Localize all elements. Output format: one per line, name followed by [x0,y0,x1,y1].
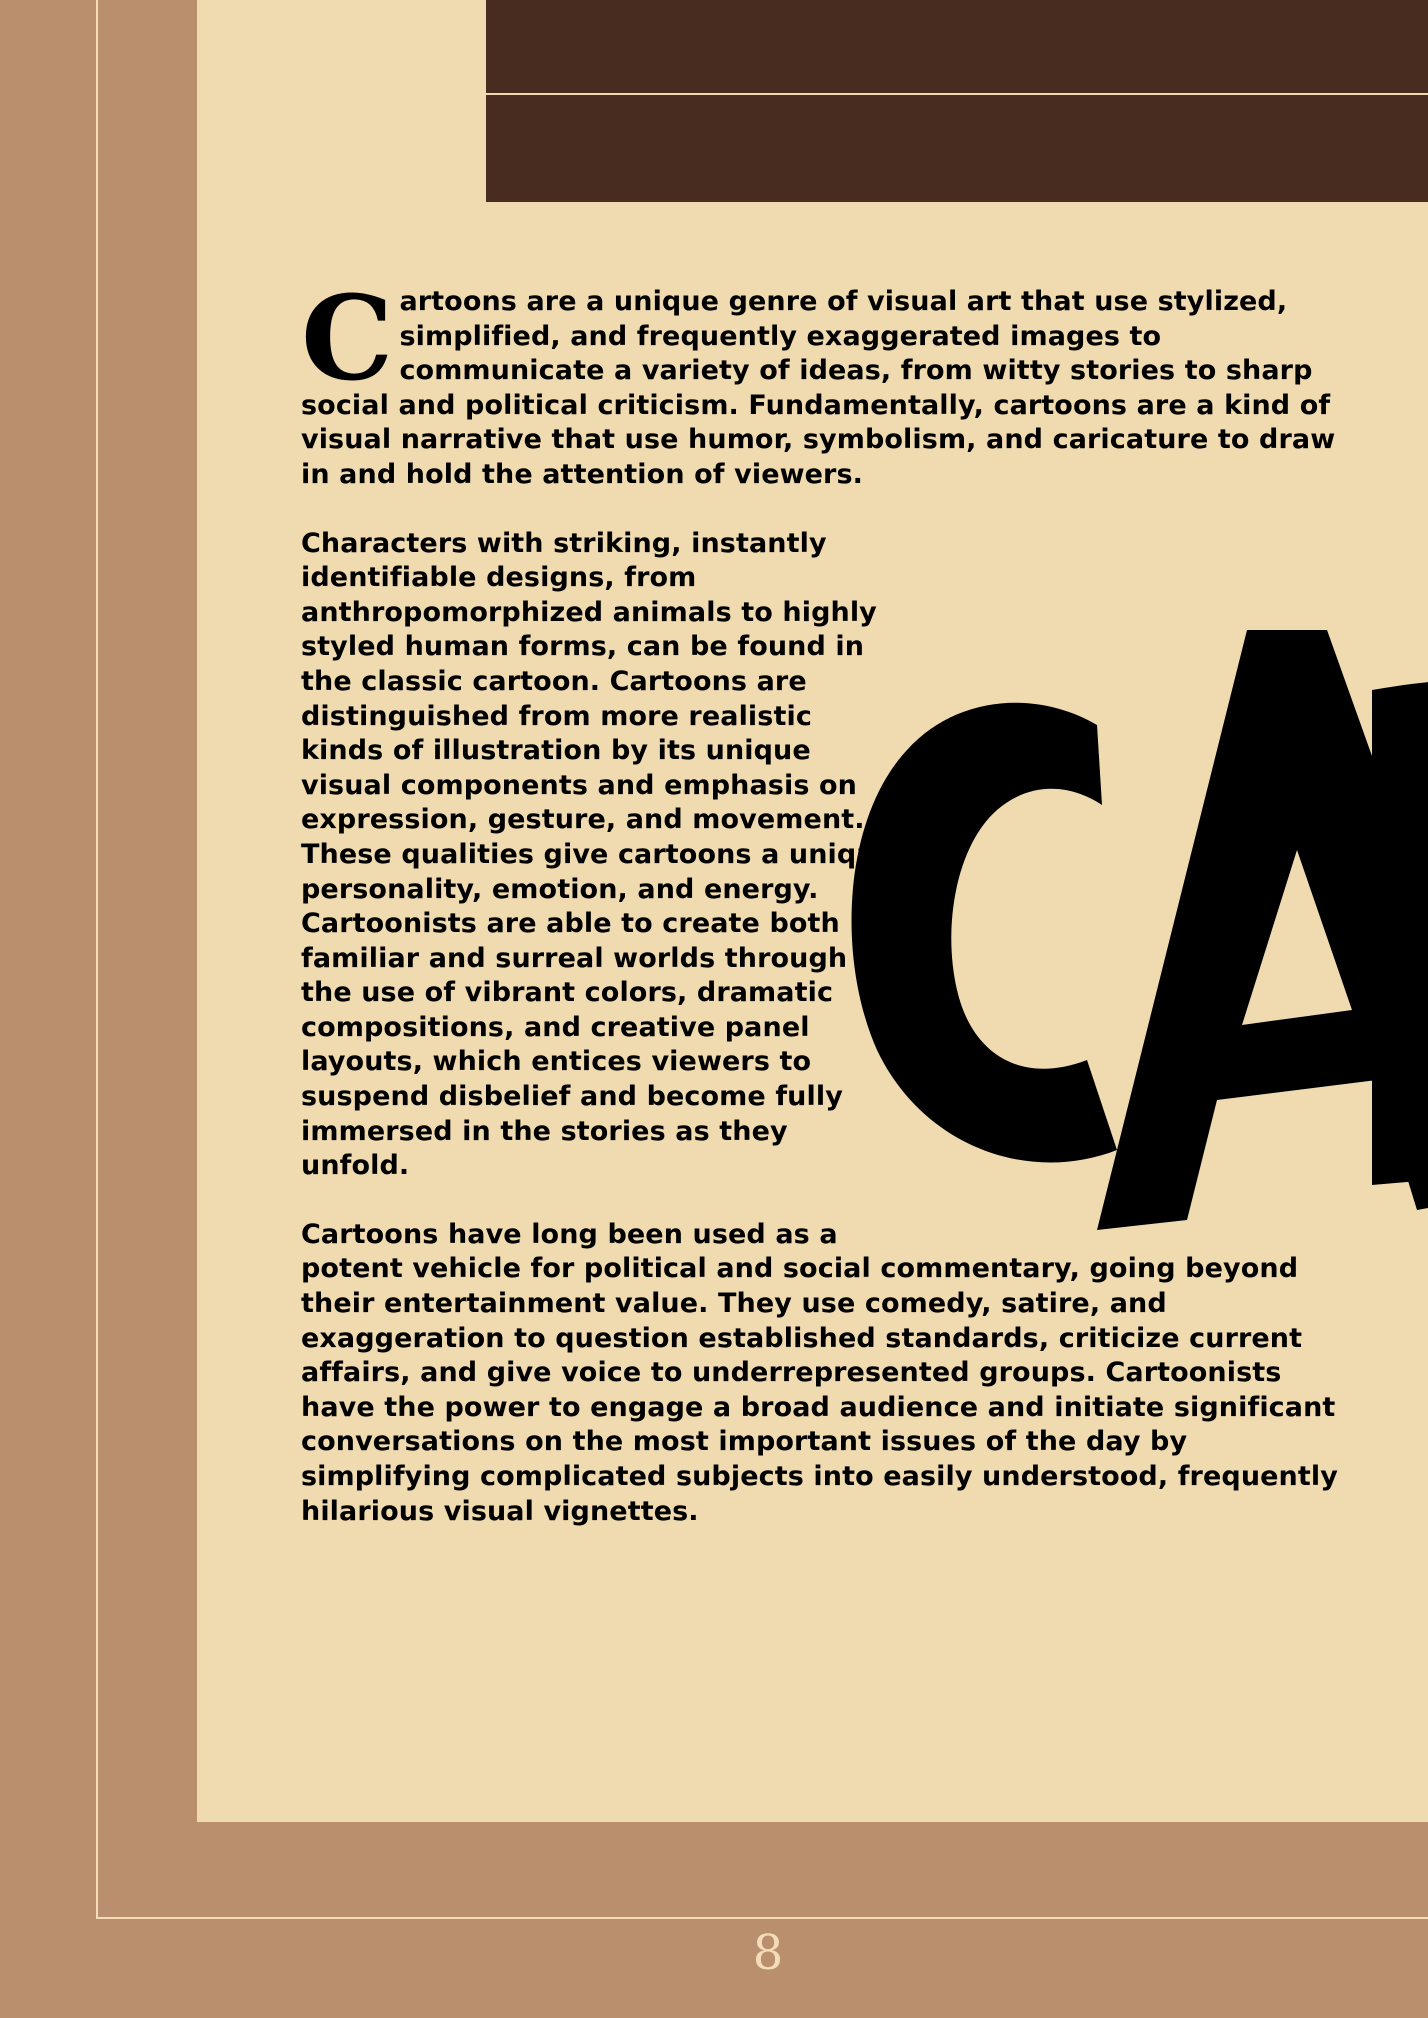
article-body [301,271,1356,1563]
paragraph-intro [301,271,1356,493]
header-bar-divider [486,93,1428,95]
paragraph-intro-text: artoons are a unique genre of visual art that use stylized, simplified, and frequently exaggerated images to communicate a variety of ideas, from witty stories to sharp social and political criticism. Fundamentally, cartoons are a kind of visual narrative that use humor, symbolism, and caricature to draw in and hold the attention of viewers. [301,286,1336,490]
frame-line-vertical [96,0,98,1918]
display-word-wrap-space [901,527,1356,1234]
page-number: 8 [752,1925,784,1981]
page-panel [197,0,1428,1822]
header-bar [486,0,1428,202]
letter-r [1372,679,1428,1195]
paragraph-commentary: Cartoons have long been used as a potent vehicle for political and social commentary, going beyond their entertainment value. They use comedy, satire, and exaggeration to question established standards, criticize current affairs, and give voice to underrepresented groups. Cartoonists have the power to engage a broad audience and initiate significant conversations on the most important issues of the day by simplifying complicated subjects into easily understood, frequently hilarious visual vignettes. [301,1218,1338,1527]
paragraph-characters: Characters with striking, instantly identifiable designs, from anthropomorphized animals to highly styled human forms, can be found in the classic cartoon. Cartoons are distinguished from more realistic kinds of illustration by its unique visual components and emphasis on expression, gesture, and movement. These qualities give cartoons a unique personality, emotion, and energy. Cartoonists are able to create both familiar and surreal worlds through the use of vibrant colors, dramatic compositions, and creative panel layouts, which entices viewers to suspend disbelief and become fully immersed in the stories as they unfold. [301,527,895,1182]
display-word-text: CAR [797,630,800,631]
drop-cap: C [301,271,394,407]
